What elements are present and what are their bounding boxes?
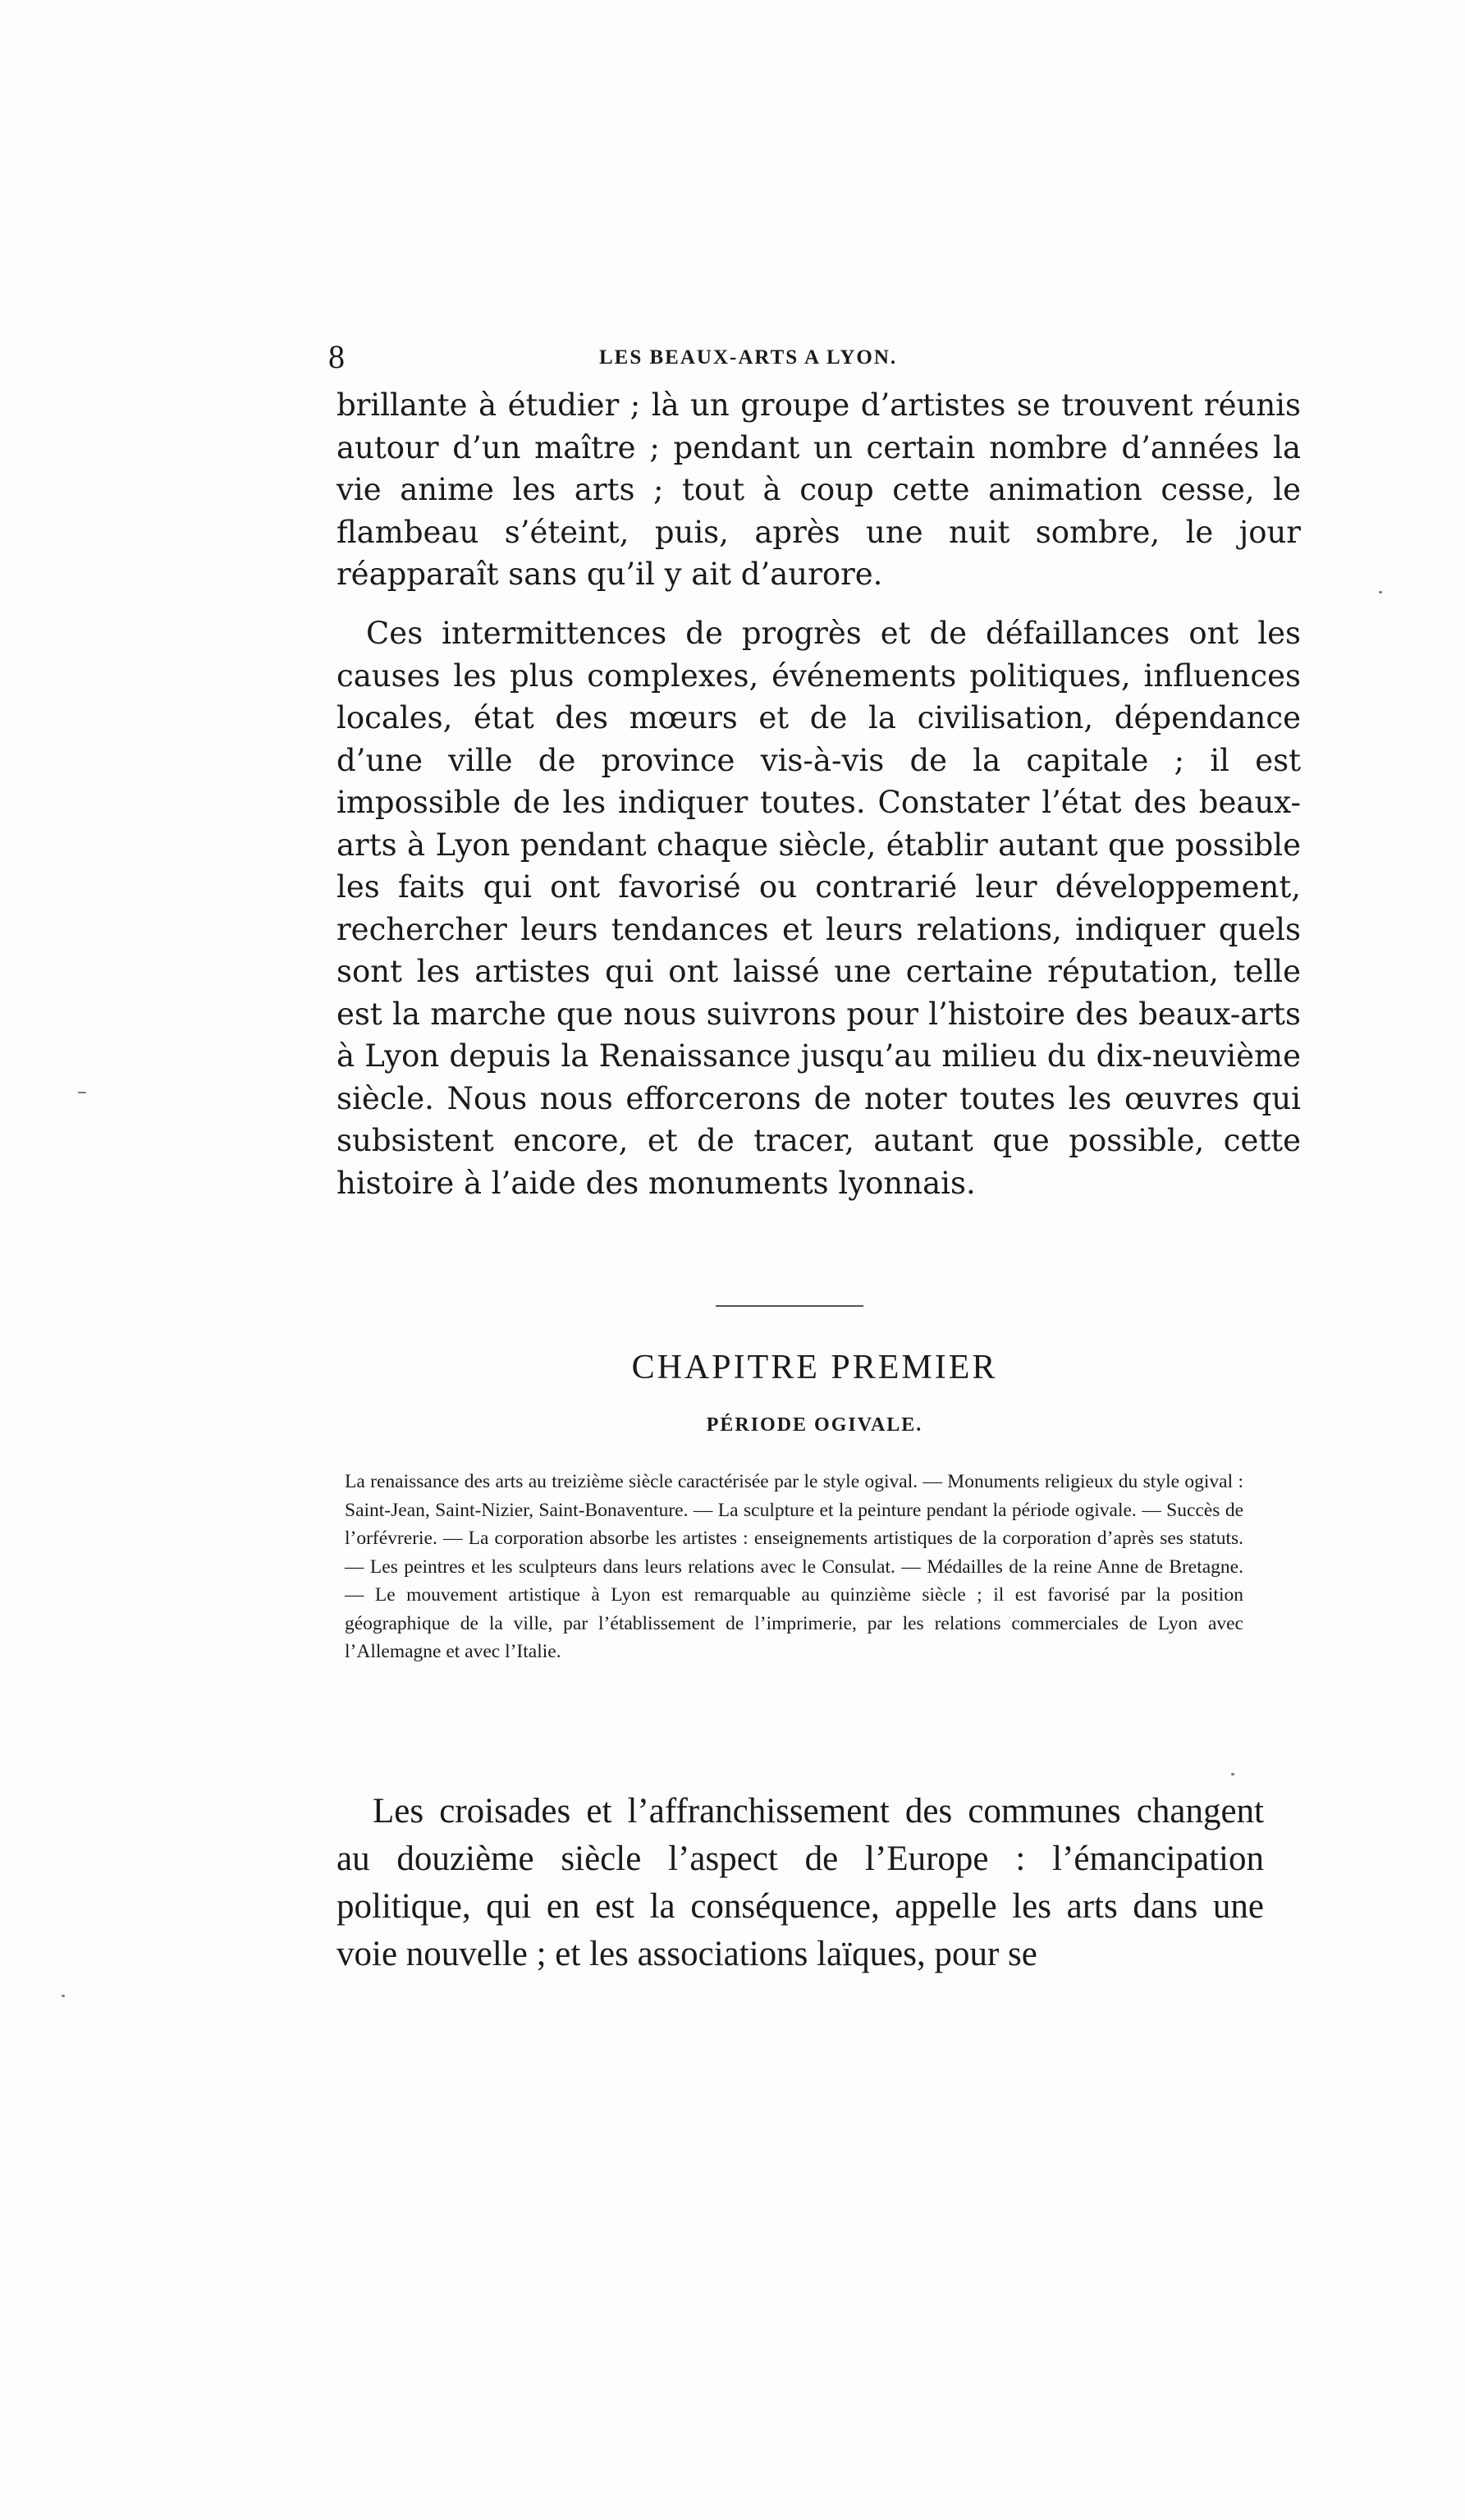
body-paragraph-continued: brillante à étudier ; là un groupe d’artistes se trouvent réunis autour d’un maître ; pendant un certain nombre d’années la vie anime les arts ; tout à coup cette animation cesse, le flambeau s’éteint, puis, après une nuit sombre, le jour réapparaît sans qu’il y ait d’aurore. bbox=[336, 387, 1301, 592]
running-head bbox=[328, 337, 1018, 378]
paper-speck bbox=[1231, 1773, 1234, 1775]
body-paragraph: Ces intermittences de progrès et de défaillances ont les causes les plus complexes, événements politiques, influences locales, état des mœurs et de la civilisation, dépendance d’une ville de province vis-à-vis de la capitale ; il est impossible de les indiquer toutes. Constater l’état des beaux-arts à Lyon pendant chaque siècle, établir autant que possible les faits qui ont favorisé ou contrarié leur développement, rechercher leurs tendances et leurs relations, indiquer quels sont les artistes qui ont laissé une certaine réputation, telle est la marche que nous suivrons pour l’histoire des beaux-arts à Lyon depuis la Renaissance jusqu’au milieu du dix-neuvième siècle. Nous nous efforcerons de noter toutes les œuvres qui subsistent encore, et de tracer, autant que possible, cette histoire à l’aide des monuments lyonnais. bbox=[336, 616, 1301, 1201]
chapter-subtitle: PÉRIODE OGIVALE. bbox=[706, 1414, 923, 1436]
chapter-title: CHAPITRE PREMIER bbox=[631, 1349, 998, 1386]
chapter-opening-paragraph: Les croisades et l’affranchissement des communes changent au douzième siècle l’aspect de l’Europe : l’émancipation politique, qui en est la conséquence, appelle les arts dans une voie nouvelle ; et les associations laïques, pour se bbox=[336, 1792, 1264, 1973]
page-number: 8 bbox=[328, 338, 345, 375]
section-divider bbox=[716, 1305, 863, 1307]
paper-speck bbox=[78, 1092, 86, 1093]
paper-speck bbox=[1379, 591, 1382, 593]
running-title: LES BEAUX-ARTS A LYON. bbox=[599, 346, 898, 369]
paper-speck bbox=[62, 1995, 65, 1997]
chapter-summary: La renaissance des arts au treizième siècle caractérisée par le style ogival. — Monuments religieux du style ogival : Saint-Jean, Saint-Nizier, Saint-Bonaventure. — La sculpture et la peinture pendant la période ogivale. — Succès de l’orfévrerie. — La corporation absorbe les artistes : enseignements artistiques de la corporation d’après ses statuts. — Les peintres et les sculpteurs dans leurs relations avec le Consulat. — Médailles de la reine Anne de Bretagne. — Le mouvement artistique à Lyon est remarquable au quinzième siècle ; il est favorisé par la position géographique de la ville, par l’établissement de l’imprimerie, par les relations commerciales de Lyon avec l’Allemagne et avec l’Italie. bbox=[345, 1471, 1243, 1662]
